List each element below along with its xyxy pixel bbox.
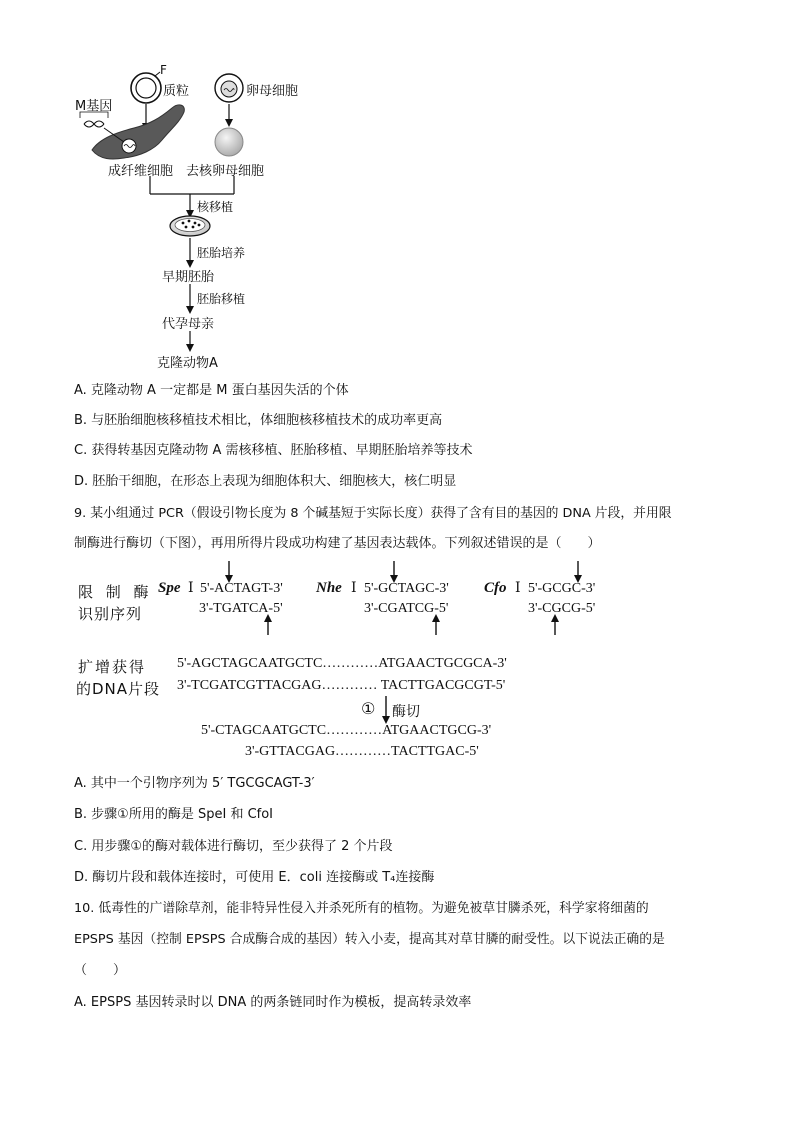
plasmid-label: 质粒 — [163, 84, 190, 99]
q10-stem-line1: 10. 低毒性的广谱除草剂，能非特异性侵入并杀死所有的植物。为避免被草甘膦杀死，科学家将细菌的 — [74, 901, 649, 916]
spe-enzyme-name: Spe — [158, 580, 181, 596]
dna-fragment-label-line1: 扩增获得 — [78, 658, 147, 676]
q8-option-c: C. 获得转基因克隆动物 A 需核移植、胚胎移植、早期胚胎培养等技术 — [74, 443, 473, 458]
nhe-roman: Ⅰ — [351, 581, 357, 596]
q9-option-d: D. 酶切片段和载体连接时，可使用 E．coli 连接酶或 T₄连接酶 — [74, 870, 435, 885]
spe-bottom-seq: 3'-TGATCA-5' — [199, 601, 283, 616]
step-1-label: 酶切 — [392, 704, 420, 720]
q8-option-d: D. 胚胎干细胞，在形态上表现为细胞体积大、细胞核大，核仁明显 — [74, 474, 457, 489]
q10-option-a: A. EPSPS 基因转录时以 DNA 的两条链同时作为模板，提高转录效率 — [74, 995, 472, 1010]
step-1-marker: ① — [361, 699, 376, 718]
enucleated-oocyte-label: 去核卵母细胞 — [186, 164, 265, 179]
q9-option-b: B. 步骤①所用的酶是 SpeI 和 CfoI — [74, 807, 274, 822]
q8-option-b: B. 与胚胎细胞核移植技术相比，体细胞核移植技术的成功率更高 — [74, 413, 443, 428]
plasmid-f-label: F — [160, 63, 167, 77]
q8-option-a: A. 克隆动物 A 一定都是 M 蛋白基因失活的个体 — [74, 383, 349, 398]
m-gene-label: M基因 — [75, 99, 113, 114]
early-embryo-label: 早期胚胎 — [162, 270, 215, 285]
spe-top-seq: 5'-ACTAGT-3' — [200, 581, 283, 596]
amplified-fragment-bottom-strand: 3'-TCGATCGTTACGAG………… TACTTGACGCGT-5' — [177, 678, 506, 693]
clone-label: 克隆动物A — [157, 356, 218, 371]
embryo-culture-label: 胚胎培养 — [197, 246, 246, 260]
cut-fragment-bottom-strand: 3'-GTTACGAG…………TACTTGAC-5' — [245, 744, 479, 759]
nuclear-transfer-label: 核移植 — [197, 200, 234, 214]
nhe-bottom-seq: 3'-CGATCG-5' — [364, 601, 449, 616]
cfo-top-seq: 5'-GCGC-3' — [528, 581, 596, 596]
q9-option-c: C. 用步骤①的酶对载体进行酶切，至少获得了 2 个片段 — [74, 839, 393, 854]
fibroblast-label: 成纤维细胞 — [108, 164, 174, 179]
cfo-enzyme-name: Cfo — [484, 580, 507, 596]
cut-fragment-top-strand: 5'-CTAGCAATGCTC…………ATGAACTGCG-3' — [201, 723, 492, 738]
spe-roman: Ⅰ — [188, 581, 194, 596]
nhe-top-seq: 5'-GCTAGC-3' — [364, 581, 449, 596]
q10-stem-line2: EPSPS 基因（控制 EPSPS 合成酶合成的基因）转入小麦，提高其对草甘膦的耐受性。以下说法正确的是 — [74, 932, 665, 947]
q9-stem-line2: 制酶进行酶切（下图），再用所得片段成功构建了基因表达载体。下列叙述错误的是（ ） — [74, 536, 601, 551]
q10-stem-line3: （ ） — [74, 963, 127, 978]
amplified-fragment-top-strand: 5'-AGCTAGCAATGCTC…………ATGAACTGCGCA-3' — [177, 656, 507, 671]
dna-fragment-label-line2: 的DNA片段 — [76, 680, 161, 698]
nhe-enzyme-name: Nhe — [316, 580, 342, 596]
q9-stem-line1: 9. 某小组通过 PCR（假设引物长度为 8 个碱基短于实际长度）获得了含有目的基因的 DNA 片段，并用限 — [74, 506, 672, 521]
surrogate-label: 代孕母亲 — [162, 317, 215, 332]
recognition-label-line1: 限 制 酶 — [78, 583, 153, 601]
recognition-label-line2: 识别序列 — [78, 605, 143, 623]
oocyte-label: 卵母细胞 — [246, 84, 299, 99]
cfo-bottom-seq: 3'-CGCG-5' — [528, 601, 596, 616]
embryo-transfer-label: 胚胎移植 — [197, 292, 246, 306]
cfo-roman: Ⅰ — [515, 581, 521, 596]
q9-option-a: A. 其中一个引物序列为 5′ TGCGCAGT-3′ — [74, 776, 315, 791]
